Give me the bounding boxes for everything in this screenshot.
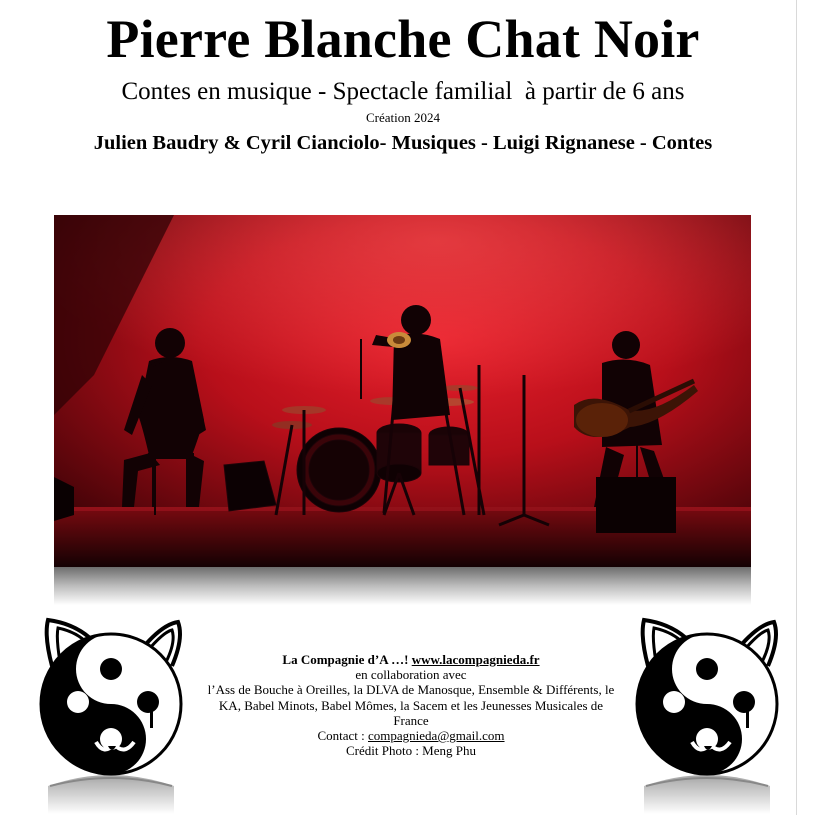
yin-yang-cat-icon bbox=[38, 614, 184, 814]
contact-label: Contact : bbox=[317, 728, 365, 744]
company-line bbox=[200, 652, 622, 667]
concert-photo bbox=[54, 215, 751, 567]
photo-credit: Crédit Photo : Meng Phu bbox=[345, 743, 476, 759]
partners-list: l’Ass de Bouche à Oreilles, la DLVA de Manosque, Ensemble & Différents, le KA, Babel Minots, Babel Mômes, la Sacem et les Jeunesses Musicales de France bbox=[207, 682, 615, 728]
footer-info bbox=[200, 652, 622, 758]
company-name: La Compagnie d’A …! bbox=[282, 652, 409, 667]
creation-year: Création 2024 bbox=[365, 110, 440, 125]
poster-title: Pierre Blanche Chat Noir bbox=[106, 9, 700, 69]
artist-credits: Julien Baudry & Cyril Cianciolo- Musiques - Luigi Rignanese - Contes bbox=[93, 132, 713, 154]
collaboration-intro: en collaboration avec bbox=[355, 667, 467, 683]
contact-line bbox=[200, 728, 622, 743]
yin-yang-cat-icon bbox=[634, 614, 780, 814]
photo-reflection bbox=[54, 567, 751, 605]
contact-email-link[interactable]: compagnieda@gmail.com bbox=[368, 728, 505, 744]
company-website-link[interactable]: www.lacompagnieda.fr bbox=[411, 652, 540, 667]
poster-subtitle: Contes en musique - Spectacle familial à partir de 6 ans bbox=[121, 78, 685, 105]
